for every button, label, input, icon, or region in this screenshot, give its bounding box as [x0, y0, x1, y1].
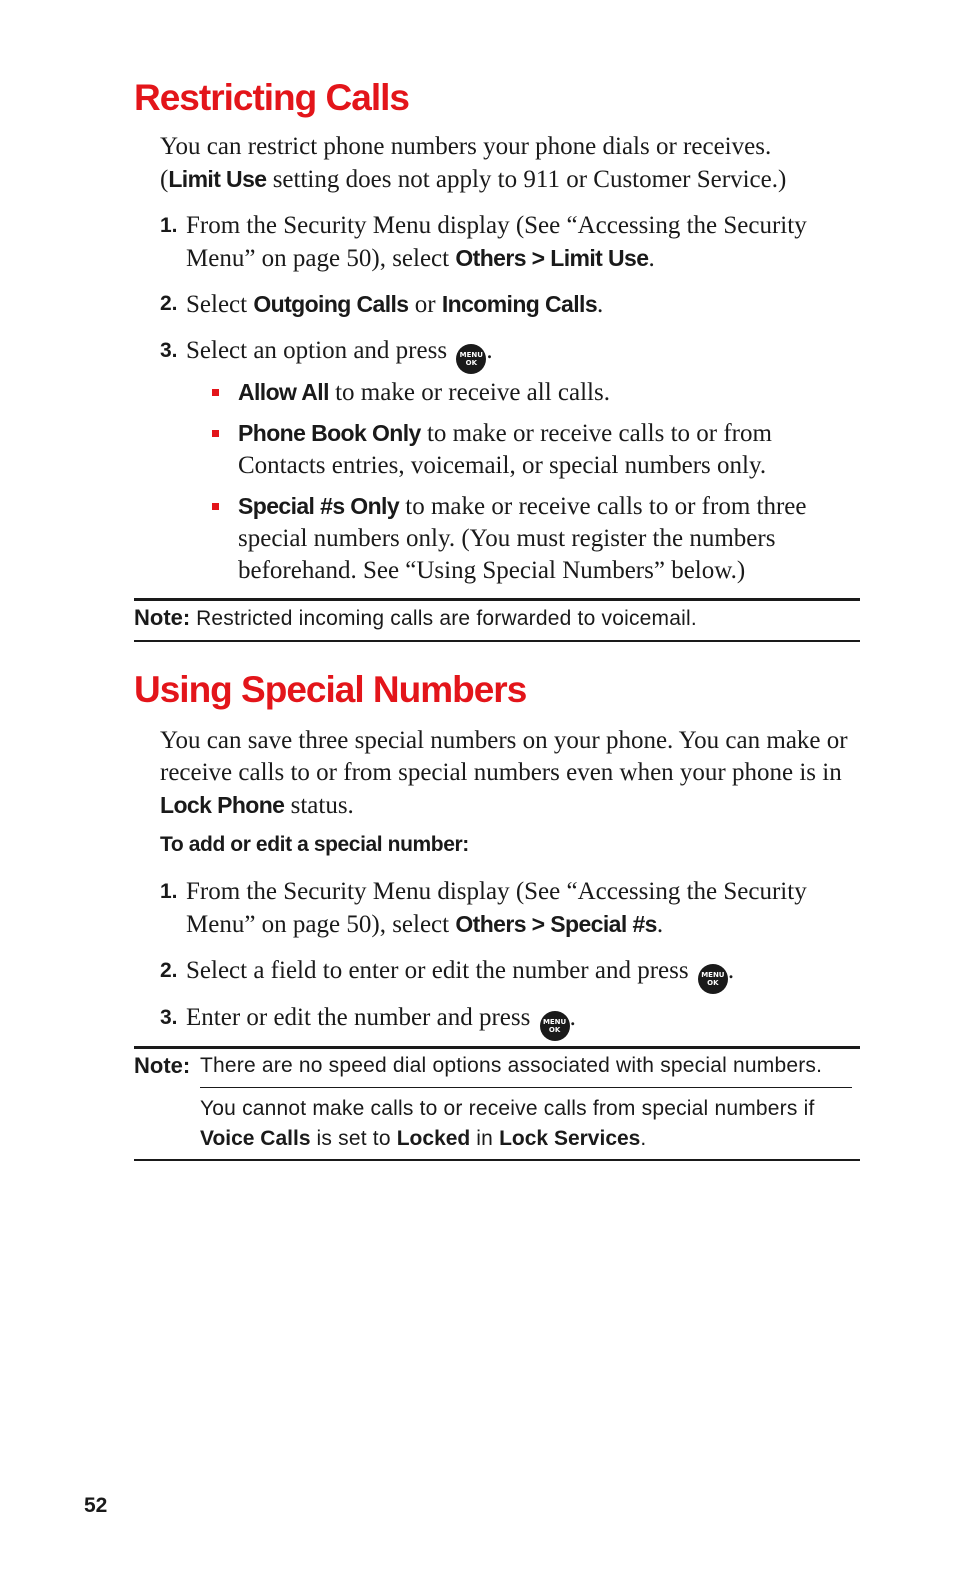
- note2-inner-rule: [200, 1087, 852, 1088]
- option-phone-book-only: Phone Book Only to make or receive calls to or from Contacts entries, voicemail, or special numbers only.: [212, 417, 832, 482]
- locked-term: Locked: [396, 1127, 471, 1150]
- menu-ok-icon: MENU OK: [540, 1011, 570, 1041]
- incoming-calls-term: Incoming Calls: [441, 291, 598, 317]
- lock-services-term: Lock Services: [499, 1127, 641, 1150]
- restrict-step-1: 1. From the Security Menu display (See “Accessing the Security Menu” on page 50), select Others > Limit Use.: [160, 212, 807, 272]
- limit-use-term: Limit Use: [168, 166, 267, 192]
- others-limit-use-term: Others > Limit Use: [455, 245, 649, 271]
- menu-ok-icon: MENU OK: [456, 344, 486, 374]
- option-special-numbers-only: Special #s Only to make or receive calls to or from three special numbers only. (You must register the numbers beforehand. See “Using Special Numbers” below.): [212, 490, 832, 587]
- option-allow-all: Allow All to make or receive all calls.: [212, 376, 832, 409]
- section-title-using-special-numbers: Using Special Numbers: [134, 669, 527, 710]
- restrict-step-2: 2. Select Outgoing Calls or Incoming Calls.: [160, 291, 604, 318]
- section-title-restricting-calls: Restricting Calls: [134, 77, 409, 118]
- special-note-line1: There are no speed dial options associated with special numbers.: [200, 1054, 823, 1077]
- lock-phone-term: Lock Phone: [160, 792, 285, 818]
- special-intro: You can save three special numbers on your phone. You can make or receive calls to or from special numbers even when your phone is in Lock Phone status.: [160, 727, 848, 819]
- intro-line1: You can restrict phone numbers your phone dials or receives.: [160, 133, 772, 160]
- restrict-step-3: 3. Select an option and press MENU OK .: [160, 335, 850, 374]
- bullet-square-icon: [212, 430, 219, 437]
- bullet-square-icon: [212, 503, 219, 510]
- note2-top-rule: [134, 1046, 860, 1049]
- note-top-rule: [134, 598, 860, 601]
- page-number: 52: [84, 1494, 108, 1517]
- special-subhead: To add or edit a special number:: [160, 833, 469, 856]
- special-note: Note:: [134, 1053, 191, 1078]
- restricting-intro: You can restrict phone numbers your phone dials or receives. (Limit Use setting does not apply to 911 or Customer Service.): [160, 133, 787, 193]
- bullet-square-icon: [212, 389, 219, 396]
- outgoing-calls-term: Outgoing Calls: [253, 291, 409, 317]
- others-special-term: Others > Special #s: [455, 911, 657, 937]
- voice-calls-term: Voice Calls: [200, 1127, 311, 1150]
- note-bottom-rule: [134, 640, 860, 642]
- special-step-1: 1. From the Security Menu display (See “Accessing the Security Menu” on page 50), select Others > Special #s.: [160, 878, 807, 938]
- special-note-line2: You cannot make calls to or receive calls from special numbers if Voice Calls is set to Locked in Lock Services.: [200, 1097, 815, 1150]
- menu-ok-icon: MENU OK: [698, 964, 728, 994]
- special-step-3: 3. Enter or edit the number and press MENU OK .: [160, 1002, 850, 1041]
- special-step-2: 2. Select a field to enter or edit the number and press MENU OK .: [160, 955, 850, 994]
- note2-bottom-rule: [134, 1159, 860, 1161]
- restrict-note: Note: Restricted incoming calls are forwarded to voicemail.: [134, 605, 697, 630]
